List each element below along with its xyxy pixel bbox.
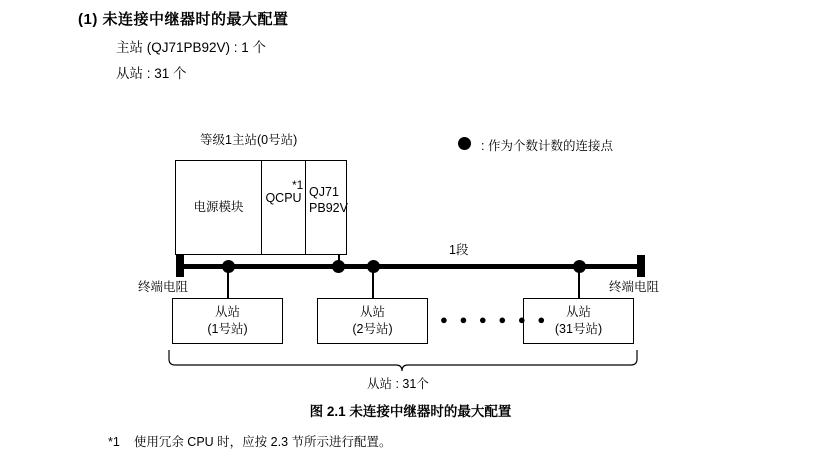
network-module-line1: QJ71 (309, 185, 339, 199)
slave-station-box (317, 298, 428, 344)
slave-drop-line (372, 267, 374, 298)
slave-station-number: (2号站) (352, 322, 393, 336)
master-rack (175, 160, 347, 255)
master-count-line: 主站 (QJ71PB92V) : 1 个 (116, 40, 267, 55)
section-title-text: 未连接中继器时的最大配置 (102, 11, 289, 28)
fieldbus-line (183, 264, 639, 269)
connection-dot-icon (332, 260, 345, 273)
terminator-right-label: 终端电阻 (609, 280, 660, 294)
slave-station-number: (31号站) (554, 322, 603, 336)
network-module-cell (305, 161, 348, 254)
slave-name: 从站 (359, 305, 385, 320)
slave-name: 从站 (565, 305, 591, 320)
slave-group-brace (168, 350, 638, 372)
master-station-caption: 等级1主站(0号站) (200, 133, 298, 147)
network-module-line2: PB92V (309, 200, 348, 215)
qcpu-cell: QCPU (261, 161, 305, 254)
bus-terminator-right-cap (637, 255, 645, 277)
footnote (108, 432, 392, 450)
legend-dot-icon (458, 137, 471, 150)
qcpu-footnote-mark: *1 (292, 178, 304, 192)
terminator-left-label: 终端电阻 (138, 280, 189, 294)
slave-total-label: 从站 : 31个 (367, 377, 429, 391)
power-module-cell: 电源模块 (193, 199, 244, 214)
section-number: (1) (78, 11, 98, 28)
slave-drop-line (578, 267, 580, 298)
slave-count-line: 从站 : 31 个 (116, 66, 187, 81)
legend-label: : 作为个数计数的连接点 (481, 139, 613, 153)
slave-station-box (172, 298, 283, 344)
slave-name: 从站 (214, 305, 240, 320)
network-module-label (306, 185, 348, 216)
segment-label: 1段 (449, 243, 469, 257)
slave-continuation-ellipsis: ● ● ● ● ● ● (440, 312, 550, 327)
footnote-mark: *1 (108, 435, 120, 449)
footnote-text: 使用冗余 CPU 时，应按 2.3 节所示进行配置。 (133, 435, 392, 449)
slave-drop-line (227, 267, 229, 298)
slave-station-number: (1号站) (207, 322, 248, 336)
figure-caption: 图 2.1 未连接中继器时的最大配置 (309, 404, 512, 419)
